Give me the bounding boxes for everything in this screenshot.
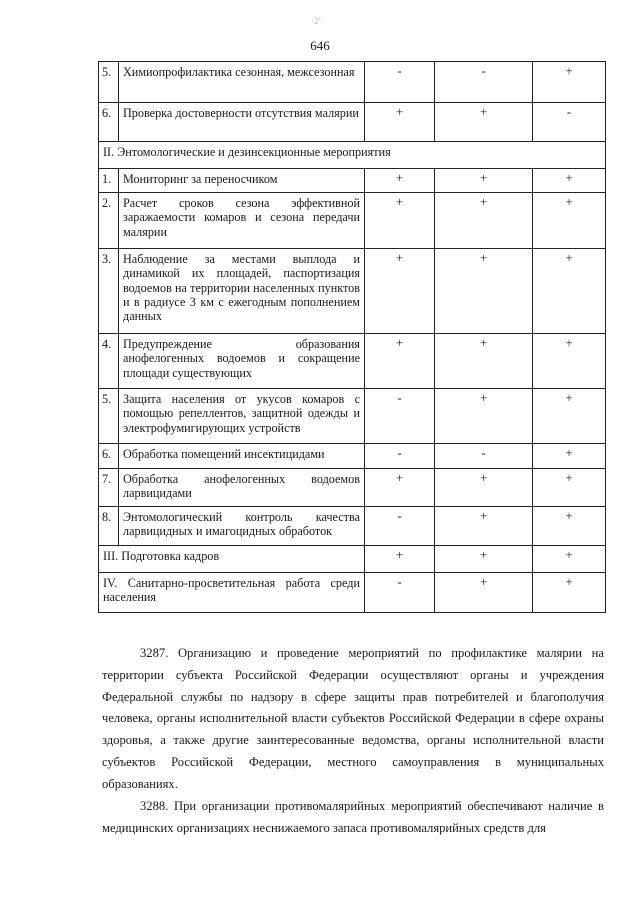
- table-row: [99, 469, 606, 507]
- mark-cell: +: [435, 103, 533, 142]
- mark-cell: -: [365, 507, 435, 546]
- section-heading: IV. Санитарно-просветительная работа среди населения: [99, 573, 365, 613]
- mark-cell: +: [533, 62, 606, 103]
- mark-cell: +: [365, 193, 435, 249]
- mark-cell: +: [365, 169, 435, 193]
- measure-text: Предупреждение образования анофелогенных водоемов и сокращение площади существующих: [119, 334, 365, 389]
- mark-cell: -: [365, 389, 435, 444]
- paragraph-3287: 3287. Организацию и проведение мероприятий по профилактике малярии на территории субъекта Российской Федерации осуществляют органы и учреждения Федеральной службы по надзору в сфере защиты прав потребителей и благополучия человека, органы исполнительной власти субъектов Российской Федерации в сфере охраны здоровья, а также другие заинтересованные ведомства, органы исполнительной власти субъектов Российской Федерации, местного самоуправления в муниципальных образованиях.: [102, 646, 604, 791]
- row-number: 6.: [99, 103, 119, 142]
- row-number: 5.: [99, 389, 119, 444]
- mark-cell: +: [533, 444, 606, 469]
- measure-text: Обработка помещений инсектицидами: [119, 444, 365, 469]
- paragraph-3288: 3288. При организации противомалярийных мероприятий обеспечивают наличие в медицинских организациях неснижаемого запаса противомалярийных средств для: [102, 799, 604, 835]
- row-number: 5.: [99, 62, 119, 103]
- table-row: [99, 507, 606, 546]
- mark-cell: +: [365, 103, 435, 142]
- mark-cell: -: [435, 62, 533, 103]
- scan-artifact-mark: ·2'·: [311, 16, 324, 26]
- mark-cell: +: [435, 546, 533, 573]
- row-number: 2.: [99, 193, 119, 249]
- measure-text: Проверка достоверности отсутствия малярии: [119, 103, 365, 142]
- mark-cell: +: [435, 389, 533, 444]
- mark-cell: -: [365, 62, 435, 103]
- row-number: 1.: [99, 169, 119, 193]
- row-number: 8.: [99, 507, 119, 546]
- mark-cell: -: [435, 444, 533, 469]
- table-row: [99, 193, 606, 249]
- table-row: [99, 334, 606, 389]
- mark-cell: +: [533, 573, 606, 613]
- page-number: 646: [310, 38, 330, 53]
- mark-cell: +: [435, 334, 533, 389]
- mark-cell: +: [435, 469, 533, 507]
- section-row: [99, 546, 606, 573]
- measure-text: Расчет сроков сезона эффективной заражаемости комаров и сезона передачи малярии: [119, 193, 365, 249]
- row-number: 3.: [99, 249, 119, 334]
- table-row: [99, 169, 606, 193]
- section-heading: III. Подготовка кадров: [99, 546, 365, 573]
- mark-cell: +: [533, 169, 606, 193]
- table-row: [99, 444, 606, 469]
- measure-text: Обработка анофелогенных водоемов ларвицидами: [119, 469, 365, 507]
- section-row: [99, 142, 606, 169]
- section-heading: II. Энтомологические и дезинсекционные мероприятия: [99, 142, 606, 169]
- mark-cell: -: [365, 444, 435, 469]
- mark-cell: +: [435, 193, 533, 249]
- row-number: 4.: [99, 334, 119, 389]
- mark-cell: +: [435, 169, 533, 193]
- mark-cell: +: [533, 469, 606, 507]
- mark-cell: +: [435, 573, 533, 613]
- mark-cell: +: [533, 507, 606, 546]
- mark-cell: +: [533, 193, 606, 249]
- measure-text: Химиопрофилактика сезонная, межсезонная: [119, 62, 365, 103]
- table-row: [99, 389, 606, 444]
- mark-cell: +: [533, 249, 606, 334]
- table-row: [99, 249, 606, 334]
- mark-cell: -: [533, 103, 606, 142]
- row-number: 7.: [99, 469, 119, 507]
- mark-cell: -: [365, 573, 435, 613]
- mark-cell: +: [435, 507, 533, 546]
- mark-cell: +: [435, 249, 533, 334]
- section-row: [99, 573, 606, 613]
- mark-cell: +: [533, 334, 606, 389]
- measure-text: Защита населения от укусов комаров с помощью репеллентов, защитной одежды и электрофумигирующих устройств: [119, 389, 365, 444]
- measures-table: [98, 61, 606, 613]
- mark-cell: +: [533, 546, 606, 573]
- measure-text: Энтомологический контроль качества ларвицидных и имагоцидных обработок: [119, 507, 365, 546]
- measure-text: Наблюдение за местами выплода и динамикой их площадей, паспортизация водоемов на территории населенных пунктов и в радиусе 3 км с ежегодным пополнением данных: [119, 249, 365, 334]
- row-number: 6.: [99, 444, 119, 469]
- mark-cell: +: [365, 546, 435, 573]
- table-row: [99, 103, 606, 142]
- mark-cell: +: [365, 249, 435, 334]
- mark-cell: +: [533, 389, 606, 444]
- mark-cell: +: [365, 469, 435, 507]
- table-row: [99, 62, 606, 103]
- measure-text: Мониторинг за переносчиком: [119, 169, 365, 193]
- mark-cell: +: [365, 334, 435, 389]
